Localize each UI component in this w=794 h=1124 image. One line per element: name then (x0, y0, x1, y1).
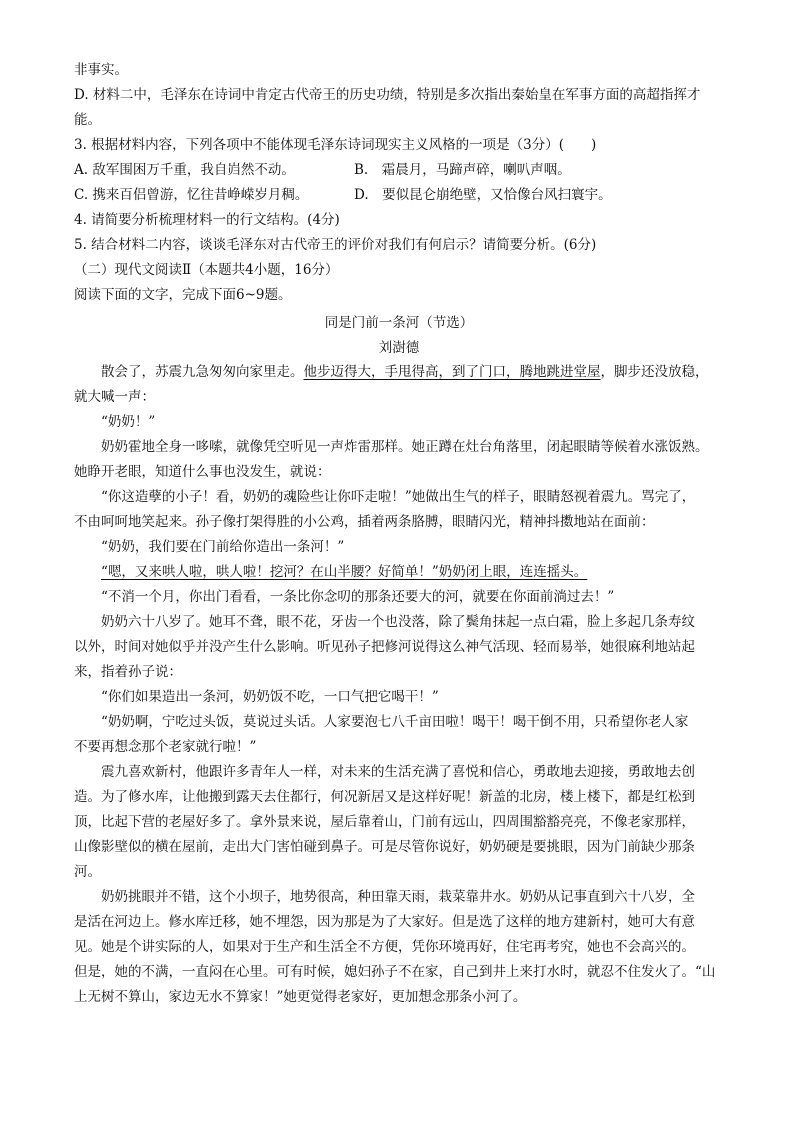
paragraph-12-line-5: 上无树不算山，家边无水不算家！”她更觉得老家好，更加想念那条小河了。 (74, 989, 527, 1005)
paragraph-11-line-5: 河。 (74, 864, 101, 880)
paragraph-12-line-3: 见。她是个讲实际的人，如果对于生产和生活全不方便，凭你环境再好，住宅再考究，她也不会高兴的。 (74, 939, 695, 955)
paragraph-9: “你们如果造出一条河，奶奶饭不吃，一口气把它喝干！” (101, 689, 439, 705)
question-3-options-row-2 (74, 183, 724, 208)
paragraph-5: “奶奶，我们要在门前给你造出一条河！” (101, 539, 345, 555)
paragraph-1-text: 散会了，苏震九急匆匆向家里走。 (101, 364, 304, 380)
question-5: 5. 结合材料二内容，谈谈毛泽东对古代帝王的评价对我们有何启示？请简要分析。(6分) (74, 237, 597, 253)
story-title: 同是门前一条河（节选） (324, 315, 474, 331)
paragraph-12-line-4: 但是，她的不满，一直闷在心里。可有时候，媳妇孙子不在家，自己到井上来打水时，就忍不住发火了。“山 (74, 964, 716, 980)
paragraph-10-line-1: “奶奶啊，宁吃过头饭，莫说过头话。人家要泡七八千亩田啦！喝干！喝干倒不用，只希望你老人家 (101, 714, 689, 730)
paragraph-11-line-3: 顶，比起下营的老屋好多了。拿外景来说，屋后靠着山，门前有远山，四周围豁豁亮亮，不像老家那样， (74, 814, 695, 830)
paragraph-2: “奶奶！” (101, 414, 156, 430)
paragraph-12-line-1: 奶奶挑眼并不错，这个小坝子，地势很高，种田靠天雨，栽菜靠井水。奶奶从记事直到六十八岁，全 (101, 889, 695, 905)
question-3-option-d: D. 要似昆仑崩绝壁，又恰像台风扫寰宇。 (354, 187, 612, 203)
question-3-option-a: A. 敌军围困万千重，我自岿然不动。 (74, 162, 295, 178)
section-heading: （二）现代文阅读Ⅱ（本题共4小题，16分） (74, 262, 339, 278)
paragraph-1-text-tail: ，脚步还没放稳， (600, 364, 709, 380)
paragraph-4-line-2: 不由呵呵地笑起来。孙子像打架得胜的小公鸡，插着两条胳膊，眼睛闪光，精神抖擞地站在面前： (74, 514, 655, 530)
paragraph-12-line-2: 是活在河边上。修水库迁移，她不埋怨，因为那是为了大家好。但是选了这样的地方建新村，她可大有意 (74, 914, 695, 930)
story-author: 刘澍德 (378, 340, 420, 356)
paragraph-8-line-1: 奶奶六十八岁了。她耳不聋，眼不花，牙齿一个也没落，除了鬓角抹起一点白霜，脸上多起几条寿纹 (101, 614, 695, 630)
paragraph-10-line-2: 不要再想念那个老家就行啦！” (74, 739, 257, 755)
paragraph-4-line-1: “你这造孽的小子！看，奶奶的魂险些让你吓走啦！”她做出生气的样子，眼睛怒视着震九。骂完了， (101, 489, 696, 505)
paragraph-1-line-2: 就大喊一声： (74, 389, 155, 405)
paragraph-6 (74, 560, 724, 585)
paragraph-8-line-3: 来，指着孙子说： (74, 664, 182, 680)
paragraph-11-line-4: 山像影壁似的横在屋前，走出大门害怕碰到鼻子。可是尽管你说好，奶奶硬是要挑眼，因为门前缺少那条 (74, 839, 695, 855)
paragraph-11-line-2: 造。为了修水库，让他搬到露天去住都行，何况新居又是这样好呢！新盖的北房，楼上楼下，都是红松到 (74, 789, 695, 805)
option-c-continuation: 非事实。 (74, 62, 128, 78)
underlined-sentence-1: 他步迈得大，手甩得高，到了门口，腾地跳进堂屋 (303, 364, 601, 380)
question-3-options-row-1 (74, 158, 724, 183)
reading-instruction: 阅读下面的文字，完成下面6~9题。 (74, 287, 292, 303)
option-d-line-1: D. 材料二中，毛泽东在诗词中肯定古代帝王的历史功绩，特别是多次指出秦始皇在军事方面的高超指挥才 (74, 87, 701, 103)
paragraph-3-line-2: 她睁开老眼，知道什么事也没发生，就说： (74, 464, 331, 480)
question-4: 4. 请简要分析梳理材料一的行文结构。(4分) (74, 212, 340, 228)
exam-page (74, 58, 724, 1010)
question-3-option-b: B. 霜晨月，马蹄声碎，喇叭声咽。 (354, 162, 571, 178)
question-3-option-c: C. 携来百侣曾游，忆往昔峥嵘岁月稠。 (74, 187, 309, 203)
option-d-line-2: 能。 (74, 112, 101, 128)
paragraph-8-line-2: 以外，时间对她似乎并没产生什么影响。听见孙子把修河说得这么神气活现、轻而易举，她很麻利地站起 (74, 639, 695, 655)
paragraph-1-line-1 (74, 360, 724, 385)
paragraph-7: “不消一个月，你出门看看，一条比你念叨的那条还要大的河，就要在你面前淌过去！” (101, 589, 615, 605)
question-3-stem: 3. 根据材料内容，下列各项中不能体现毛泽东诗词现实主义风格的一项是（3分）( ) (74, 137, 597, 153)
paragraph-11-line-1: 震九喜欢新村，他跟许多青年人一样，对未来的生活充满了喜悦和信心，勇敢地去迎接，勇敢地去创 (101, 764, 695, 780)
underlined-sentence-2: “嗯，又来哄人啦，哄人啦！挖河？在山半腰？好简单！”奶奶闭上眼，连连摇头。 (101, 564, 588, 580)
paragraph-3-line-1: 奶奶霍地全身一哆嗦，就像凭空听见一声炸雷那样。她正蹲在灶台角落里，闭起眼睛等候着水涨饭熟。 (101, 439, 709, 455)
